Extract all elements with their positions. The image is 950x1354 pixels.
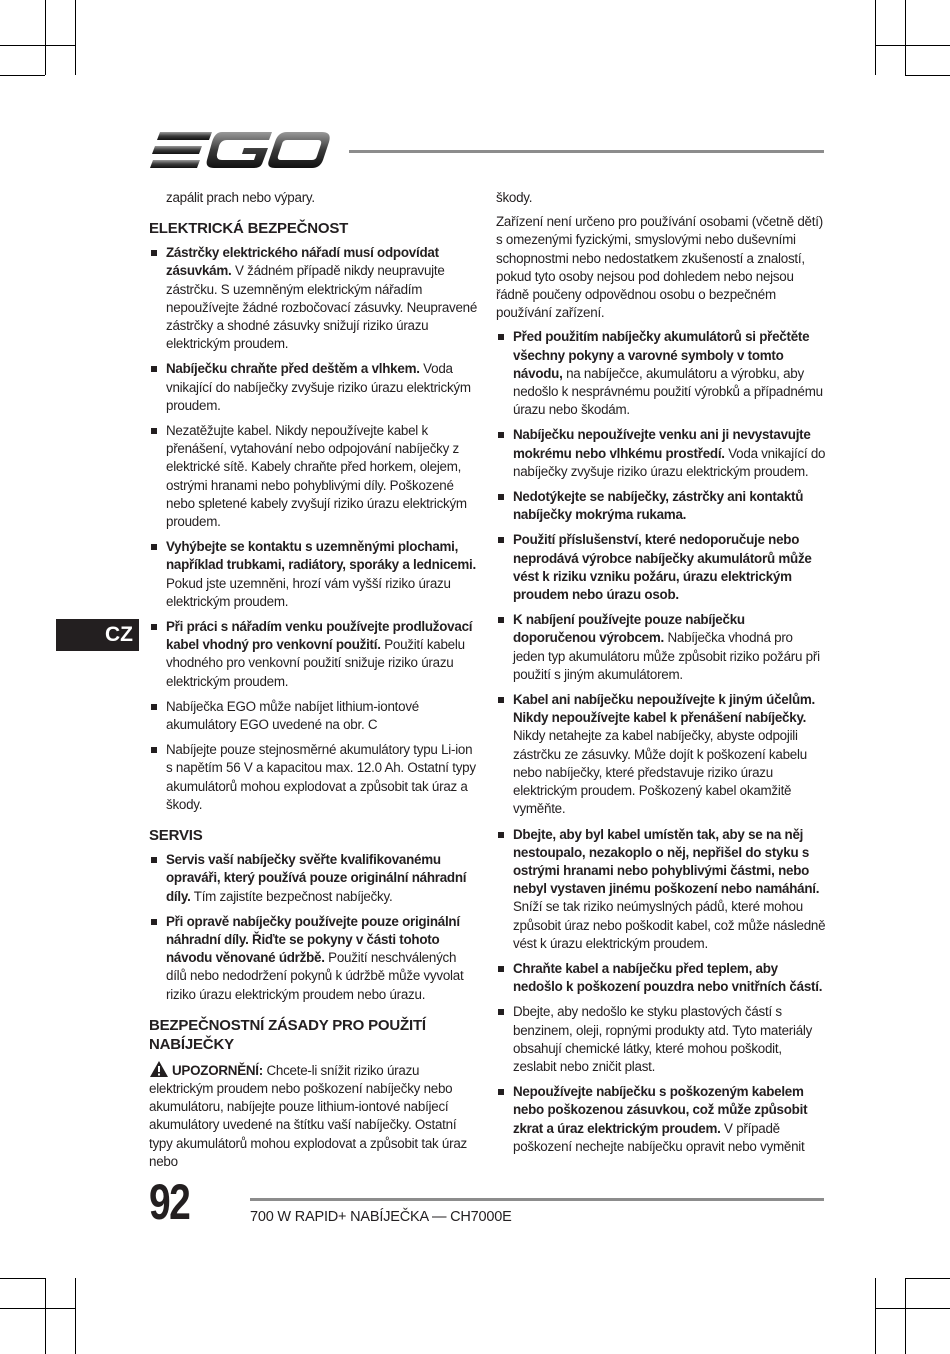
- list-item: Nabíječku chraňte před deštěm a vlhkem. Voda vnikající do nabíječky zvyšuje riziko úrazu elektrickým proudem.: [149, 360, 479, 415]
- body-paragraph: Zařízení není určeno pro používání osobami (včetně dětí) s omezenými fyzickými, smyslovými nebo duševními schopnostmi nebo nedostatkem zkušeností a znalostí, pokud tyto osoby nejsou pod dohledem nebo nejsou řádně poučeny odpovědnou osobu o bezpečném používání zařízení.: [496, 214, 823, 321]
- list-item: Dbejte, aby nedošlo ke styku plastových částí s benzinem, oleji, ropnými produkty atd. Tyto materiály obsahují chemické látky, které mohou poškodit, zeslabit nebo zničit plast.: [496, 1003, 826, 1076]
- service-list: [149, 851, 479, 1004]
- bullet-icon: [151, 544, 157, 550]
- bullet-icon: [498, 697, 504, 703]
- crop-mark: [0, 1308, 75, 1309]
- crop-mark: [875, 0, 876, 75]
- list-item: Vyhýbejte se kontaktu s uzemněnými plochami, například trubkami, radiátory, sporáky a lednicemi. Pokud jste uzemněni, hrozí vám vyšší riziko úrazu elektrickým proudem.: [149, 538, 479, 611]
- crop-mark: [905, 1278, 906, 1354]
- list-item: K nabíjení používejte pouze nabíječku doporučenou výrobcem. Nabíječka vhodná pro jeden typ akumulátoru může způsobit riziko požáru při použití s jiným akumulátorem.: [496, 611, 826, 684]
- electrical-safety-list: [149, 244, 479, 814]
- list-item: Zástrčky elektrického nářadí musí odpovídat zásuvkám. V žádném případě nikdy neupravujte zástrčku. S uzemněným elektrickým nářadím nepoužívejte žádné rozbočovací zásuvky. Neupravené zástrčky a shodné zásuvky snižují riziko úrazu elektrickým proudem.: [149, 244, 479, 353]
- bullet-icon: [151, 624, 157, 630]
- crop-mark: [45, 1278, 46, 1354]
- list-item: Před použitím nabíječky akumulátorů si přečtěte všechny pokyny a varovné symboly v tomto návodu, na nabíječce, akumulátoru a výrobku, aby nedošlo k nesprávnému použití výrobků a případnému úrazu nebo škodám.: [496, 328, 826, 419]
- language-tab: CZ: [56, 619, 139, 651]
- list-item: Nabíječku nepoužívejte venku ani ji nevystavujte mokrému nebo vlhkému prostředí. Voda vnikající do nabíječky zvyšuje riziko úrazu elektrickým proudem.: [496, 426, 826, 481]
- bullet-icon: [498, 832, 504, 838]
- list-item: Chraňte kabel a nabíječku před teplem, aby nedošlo k poškození pouzdra nebo vnitřních částí.: [496, 960, 826, 996]
- list-item: Kabel ani nabíječku nepoužívejte k jiným účelům. Nikdy nepoužívejte kabel k přenášení nabíječky. Nikdy netahejte za kabel nabíječky, abyste odpojili zástrčku ze zásuvky. Může dojít k poškození kabelu nebo nabíječky, které představuje riziko úrazu elektrickým proudem. Poškozený kabel okamžitě vyměňte.: [496, 691, 826, 818]
- bullet-icon: [498, 537, 504, 543]
- crop-mark: [75, 0, 76, 75]
- charger-safety-list: [496, 328, 826, 1156]
- crop-mark: [0, 45, 75, 46]
- bullet-icon: [151, 428, 157, 434]
- bullet-icon: [151, 857, 157, 863]
- bullet-icon: [151, 747, 157, 753]
- crop-mark: [45, 0, 46, 75]
- bullet-icon: [151, 250, 157, 256]
- crop-mark: [875, 1278, 876, 1354]
- section-heading-electrical: ELEKTRICKÁ BEZPEČNOST: [149, 220, 349, 238]
- bullet-icon: [151, 366, 157, 372]
- bullet-icon: [151, 704, 157, 710]
- crop-mark: [905, 1278, 950, 1279]
- bullet-icon: [498, 1009, 504, 1015]
- list-item: Nabíjejte pouze stejnosměrné akumulátory typu Li-ion s napětím 56 V a kapacitou max. 12.0 Ah. Ostatní typy akumulátorů mohou explodovat a způsobit tak úraz a škody.: [149, 741, 479, 814]
- bullet-icon: [498, 617, 504, 623]
- bullet-icon: [498, 432, 504, 438]
- list-item: Nabíječka EGO může nabíjet lithium-iontové akumulátory EGO uvedené na obr. C: [149, 698, 479, 734]
- continued-text: škody.: [496, 190, 533, 205]
- list-item: Při opravě nabíječky používejte pouze originální náhradní díly. Řiďte se pokyny v části tohoto návodu věnované údržbě. Použití neschválených dílů nebo nedodržení pokynů k údržbě může vyvolat riziko úrazu elektrickým proudem nebo úrazu.: [149, 913, 479, 1004]
- warning-label: UPOZORNĚNÍ:: [172, 1062, 263, 1078]
- section-heading-charger: BEZPEČNOSTNÍ ZÁSADY PRO POUŽITÍ NABÍJEČKY: [149, 1016, 426, 1053]
- bullet-icon: [151, 919, 157, 925]
- list-item: Nepoužívejte nabíječku s poškozeným kabelem nebo poškozenou zásuvkou, což může způsobit zkrat a úraz elektrickým proudem. V případě poškození nechejte nabíječku opravit nebo vyměnit: [496, 1083, 826, 1156]
- list-item: Použití příslušenství, které nedoporučuje nebo neprodává výrobce nabíječky akumulátorů může vést k riziku vzniku požáru, úrazu elektrickým proudem nebo úrazu osob.: [496, 531, 826, 604]
- crop-mark: [0, 1278, 45, 1279]
- footer-rule: [250, 1198, 824, 1201]
- bullet-icon: [498, 1089, 504, 1095]
- footer-title: 700 W RAPID+ NABÍJEČKA — CH7000E: [250, 1209, 512, 1225]
- list-item: Servis vaší nabíječky svěřte kvalifikovanému opraváři, který používá pouze originální náhradní díly. Tím zajistíte bezpečnost nabíječky.: [149, 851, 479, 906]
- right-column: [496, 189, 826, 1163]
- warning-triangle-icon: [149, 1060, 169, 1078]
- left-column: [149, 189, 479, 1177]
- list-item: Nedotýkejte se nabíječky, zástrčky ani kontaktů nabíječky mokrýma rukama.: [496, 488, 826, 524]
- header-rule: [349, 150, 824, 153]
- crop-mark: [0, 75, 45, 76]
- bullet-icon: [498, 334, 504, 340]
- warning-paragraph: [149, 1060, 479, 1171]
- crop-mark: [75, 1278, 76, 1354]
- list-item: Dbejte, aby byl kabel umístěn tak, aby se na něj nestoupalo, nezakoplo o něj, nepřišel do styku s ostrými hranami nebo pohyblivými částmi, nebo nebyl vystaven jinému poškození nebo namáhání. Sníží se tak riziko neúmyslných pádů, které mohou způsobit úraz nebo poškodit kabel, což může následně vést k úrazu elektrickým proudem.: [496, 826, 826, 953]
- crop-mark: [905, 75, 950, 76]
- list-item: Při práci s nářadím venku používejte prodlužovací kabel vhodný pro venkovní použití. Použití kabelu vhodného pro venkovní použití snižuje riziko úrazu elektrickým proudem.: [149, 618, 479, 691]
- continued-text: zapálit prach nebo výpary.: [166, 190, 315, 205]
- list-item: Nezatěžujte kabel. Nikdy nepoužívejte kabel k přenášení, vytahování nebo odpojování nabíječky z elektrické sítě. Kabely chraňte před horkem, olejem, ostrými hranami nebo pohyblivými díly. Poškozené nebo spletené kabely zvyšují riziko úrazu elektrickým proudem.: [149, 422, 479, 531]
- page-number: 92: [149, 1174, 190, 1230]
- bullet-icon: [498, 966, 504, 972]
- ego-logo: [150, 130, 330, 172]
- crop-mark: [905, 0, 906, 75]
- warning-text: Chcete-li snížit riziko úrazu elektrickým proudem nebo poškození nabíječky nebo akumulátoru, nabíjejte pouze lithium-iontové nabíjecí akumulátory uvedené na štítku vaší nabíječky. Ostatní typy akumulátorů mohou explodovat a způsobit tak úraz nebo: [149, 1062, 467, 1169]
- bullet-icon: [498, 494, 504, 500]
- crop-mark: [875, 45, 950, 46]
- section-heading-service: SERVIS: [149, 827, 203, 845]
- crop-mark: [875, 1308, 950, 1309]
